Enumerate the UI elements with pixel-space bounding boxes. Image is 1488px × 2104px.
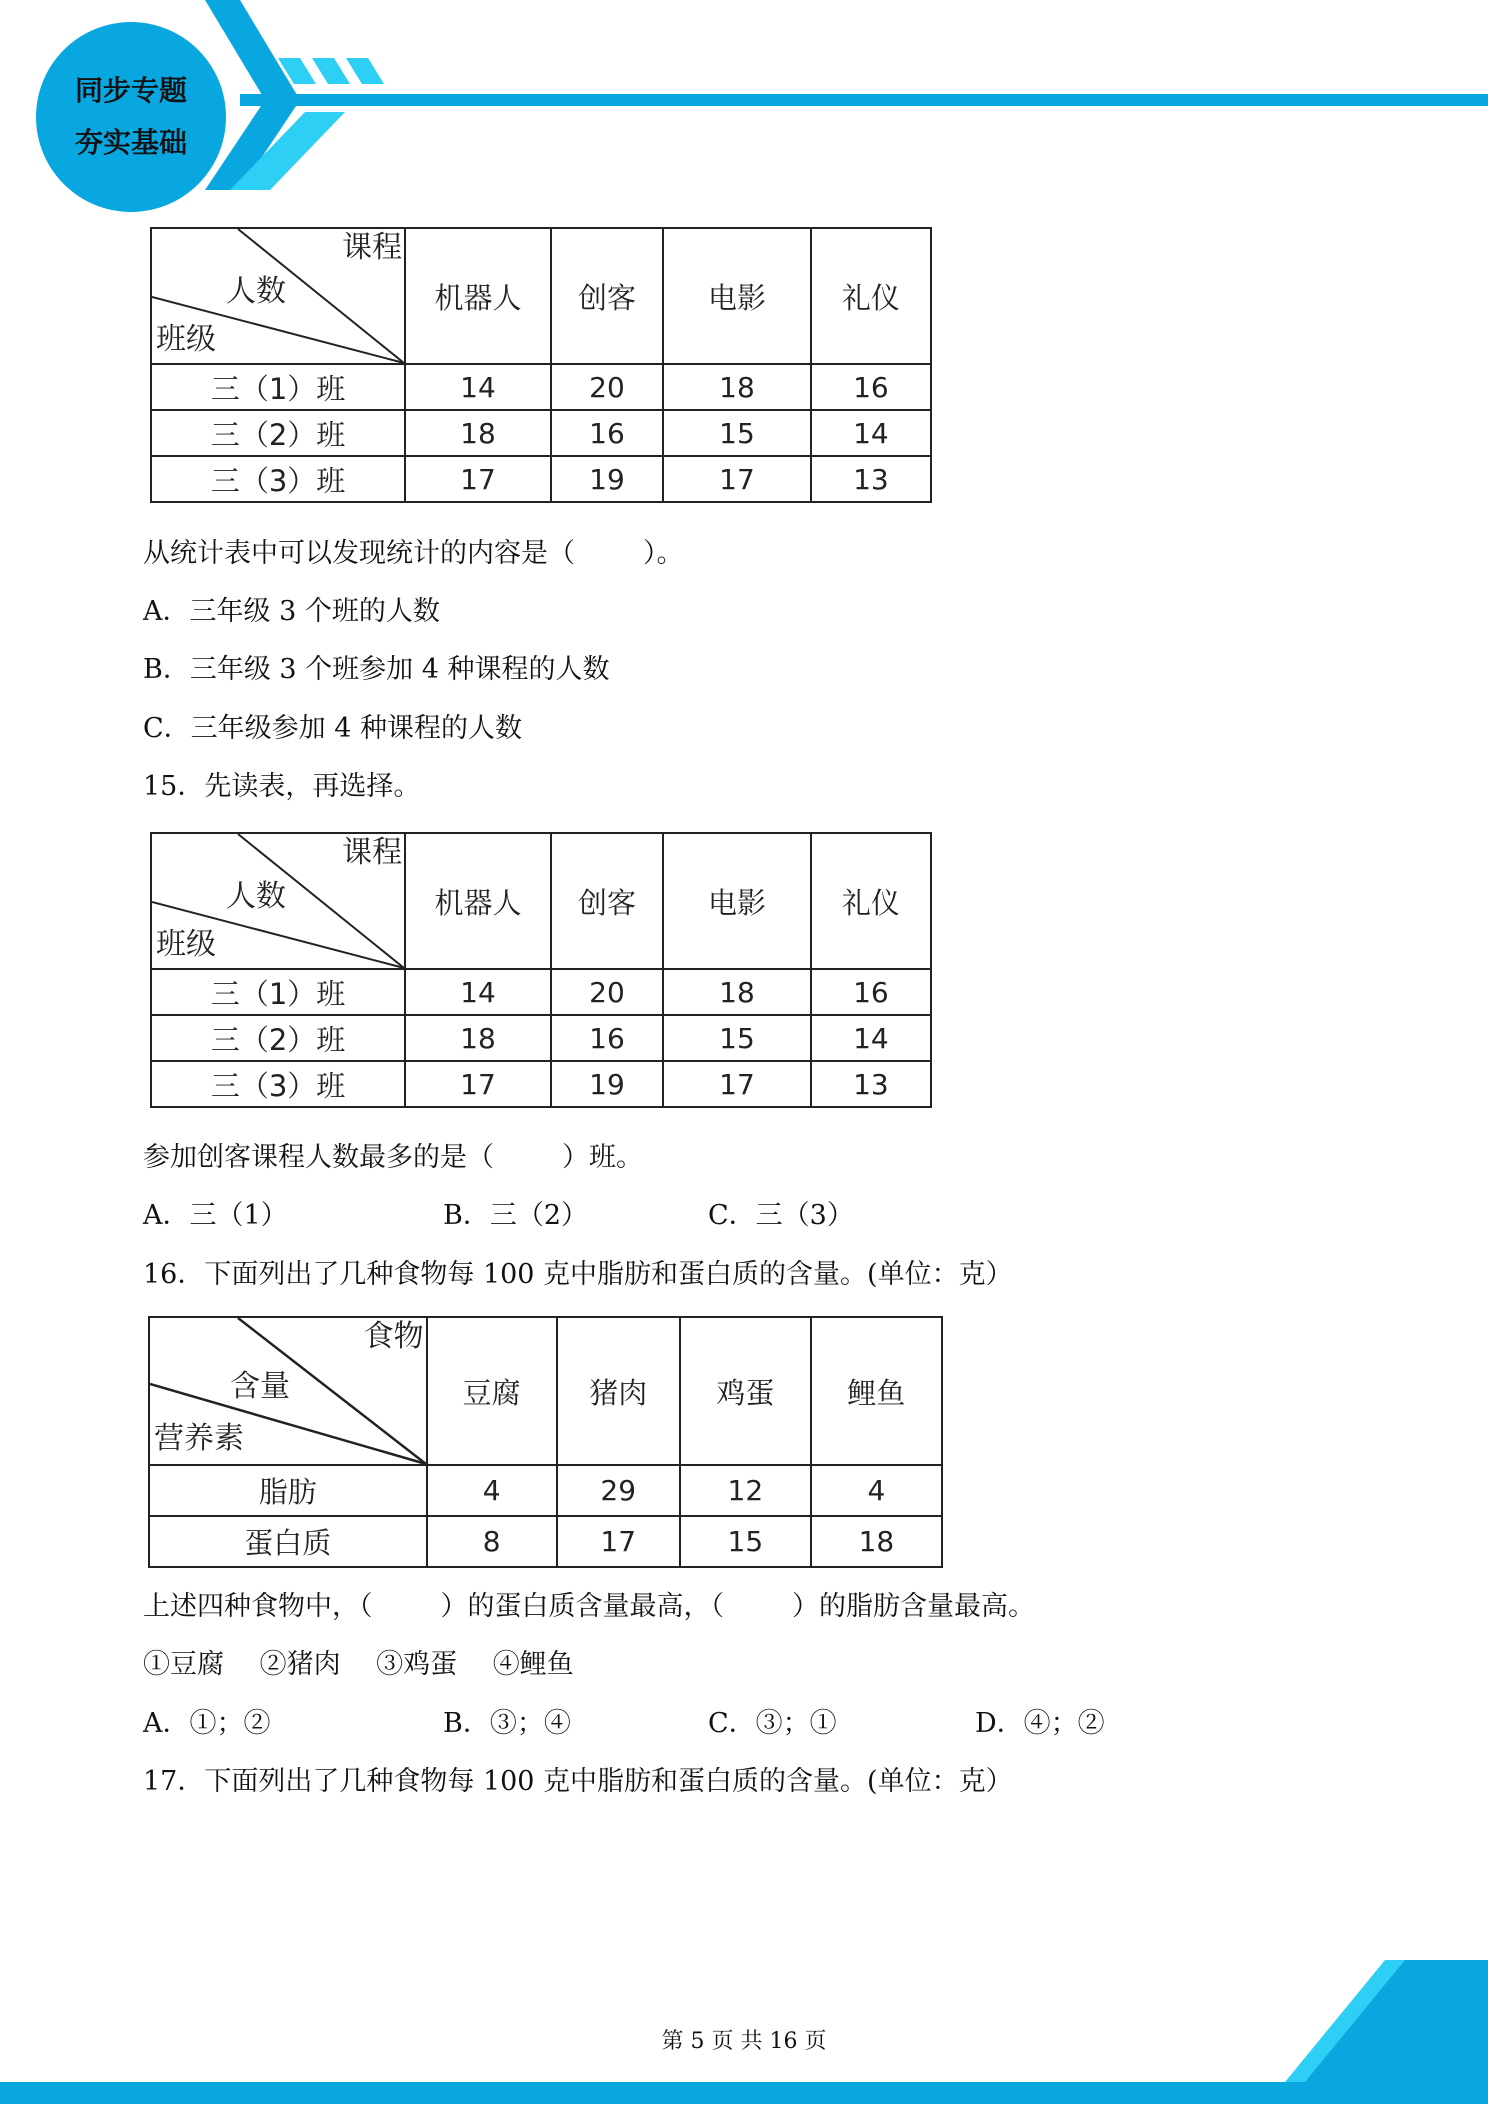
cell-value: 17 [663,456,811,502]
cell-value: 16 [551,1015,663,1061]
cell-value: 15 [663,410,811,456]
cell-value: 20 [551,364,663,410]
q17-title: 17．下面列出了几种食物每 100 克中脂肪和蛋白质的含量。(单位：克） [143,1766,1013,1797]
row-label: 脂肪 [149,1465,427,1516]
q16-stem: 上述四种食物中，（ ）的蛋白质含量最高，（ ）的脂肪含量最高。 [143,1591,1035,1622]
q14-stem: 从统计表中可以发现统计的内容是（ ）。 [143,538,684,569]
section-badge [36,22,226,212]
cell-value: 18 [405,1015,551,1061]
column-header: 豆腐 [427,1317,557,1465]
diag-top-label: 食物 [363,1319,424,1354]
q16-option-a[interactable]: A．①；② [143,1708,271,1739]
cell-value: 12 [680,1465,811,1516]
page-number: 第 5 页 共 16 页 [661,2029,827,2054]
q14-option-a[interactable]: A．三年级 3 个班的人数 [143,596,440,627]
cell-value: 17 [663,1061,811,1107]
diag-bottom-label: 营养素 [154,1421,244,1456]
cell-value: 14 [811,410,931,456]
diag-bottom-label: 班级 [156,927,216,962]
table-row [151,969,931,1015]
nutrition-table [148,1316,943,1568]
badge-line-1: 同步专题 [74,74,187,107]
q15-option-a[interactable]: A．三（1） [143,1200,288,1231]
q16-option-d[interactable]: D．④；② [975,1708,1105,1739]
diag-middle-label: 含量 [230,1369,290,1404]
diag-bottom-label: 班级 [156,322,216,357]
cell-value: 14 [811,1015,931,1061]
cell-value: 17 [405,456,551,502]
table-row [149,1465,942,1516]
table-row [149,1516,942,1567]
cell-value: 29 [557,1465,680,1516]
row-label: 三（3）班 [151,1061,405,1107]
q16-title: 16．下面列出了几种食物每 100 克中脂肪和蛋白质的含量。(单位：克） [143,1259,1013,1290]
column-header: 机器人 [405,833,551,969]
cell-value: 18 [405,410,551,456]
q15-title: 15．先读表，再选择。 [143,771,421,802]
diagonal-header-cell [151,228,405,364]
cell-value: 19 [551,456,663,502]
q14-option-b[interactable]: B．三年级 3 个班参加 4 种课程的人数 [143,654,610,685]
cell-value: 15 [680,1516,811,1567]
diagonal-header-cell [149,1317,427,1465]
cell-value: 4 [427,1465,557,1516]
column-header: 鲤鱼 [811,1317,942,1465]
cell-value: 18 [663,969,811,1015]
row-label: 三（2）班 [151,1015,405,1061]
course-table-2 [150,832,932,1108]
cell-value: 19 [551,1061,663,1107]
q14-option-c[interactable]: C．三年级参加 4 种课程的人数 [143,713,523,744]
column-header: 创客 [551,228,663,364]
column-header: 电影 [663,833,811,969]
column-header: 机器人 [405,228,551,364]
cell-value: 4 [811,1465,942,1516]
column-header: 鸡蛋 [680,1317,811,1465]
table-row [151,456,931,502]
course-table-1 [150,227,932,503]
diagonal-header-cell [151,833,405,969]
row-label: 三（1）班 [151,364,405,410]
cell-value: 13 [811,1061,931,1107]
diag-top-label: 课程 [342,835,403,870]
diag-top-label: 课程 [342,230,403,265]
row-label: 三（3）班 [151,456,405,502]
row-label: 三（2）班 [151,410,405,456]
diag-middle-label: 人数 [226,879,286,914]
cell-value: 14 [405,969,551,1015]
column-header: 礼仪 [811,228,931,364]
cell-value: 14 [405,364,551,410]
table-row [151,410,931,456]
q15-option-b[interactable]: B．三（2） [443,1200,589,1231]
row-label: 蛋白质 [149,1516,427,1567]
column-header: 礼仪 [811,833,931,969]
diag-middle-label: 人数 [226,274,286,309]
cell-value: 18 [663,364,811,410]
table-row [151,364,931,410]
column-header: 猪肉 [557,1317,680,1465]
cell-value: 13 [811,456,931,502]
cell-value: 17 [405,1061,551,1107]
q15-option-c[interactable]: C．三（3） [708,1200,854,1231]
badge-line-2: 夯实基础 [74,126,187,159]
column-header: 创客 [551,833,663,969]
cell-value: 15 [663,1015,811,1061]
cell-value: 20 [551,969,663,1015]
table-row [151,1061,931,1107]
column-header: 电影 [663,228,811,364]
q16-option-c[interactable]: C．③；① [708,1708,837,1739]
cell-value: 16 [551,410,663,456]
row-label: 三（1）班 [151,969,405,1015]
cell-value: 16 [811,969,931,1015]
q15-stem: 参加创客课程人数最多的是（ ）班。 [143,1142,643,1173]
cell-value: 18 [811,1516,942,1567]
table-row [151,1015,931,1061]
q16-choices: ①豆腐 ②猪肉 ③鸡蛋 ④鲤鱼 [143,1649,574,1680]
cell-value: 17 [557,1516,680,1567]
cell-value: 16 [811,364,931,410]
cell-value: 8 [427,1516,557,1567]
q16-option-b[interactable]: B．③；④ [443,1708,571,1739]
